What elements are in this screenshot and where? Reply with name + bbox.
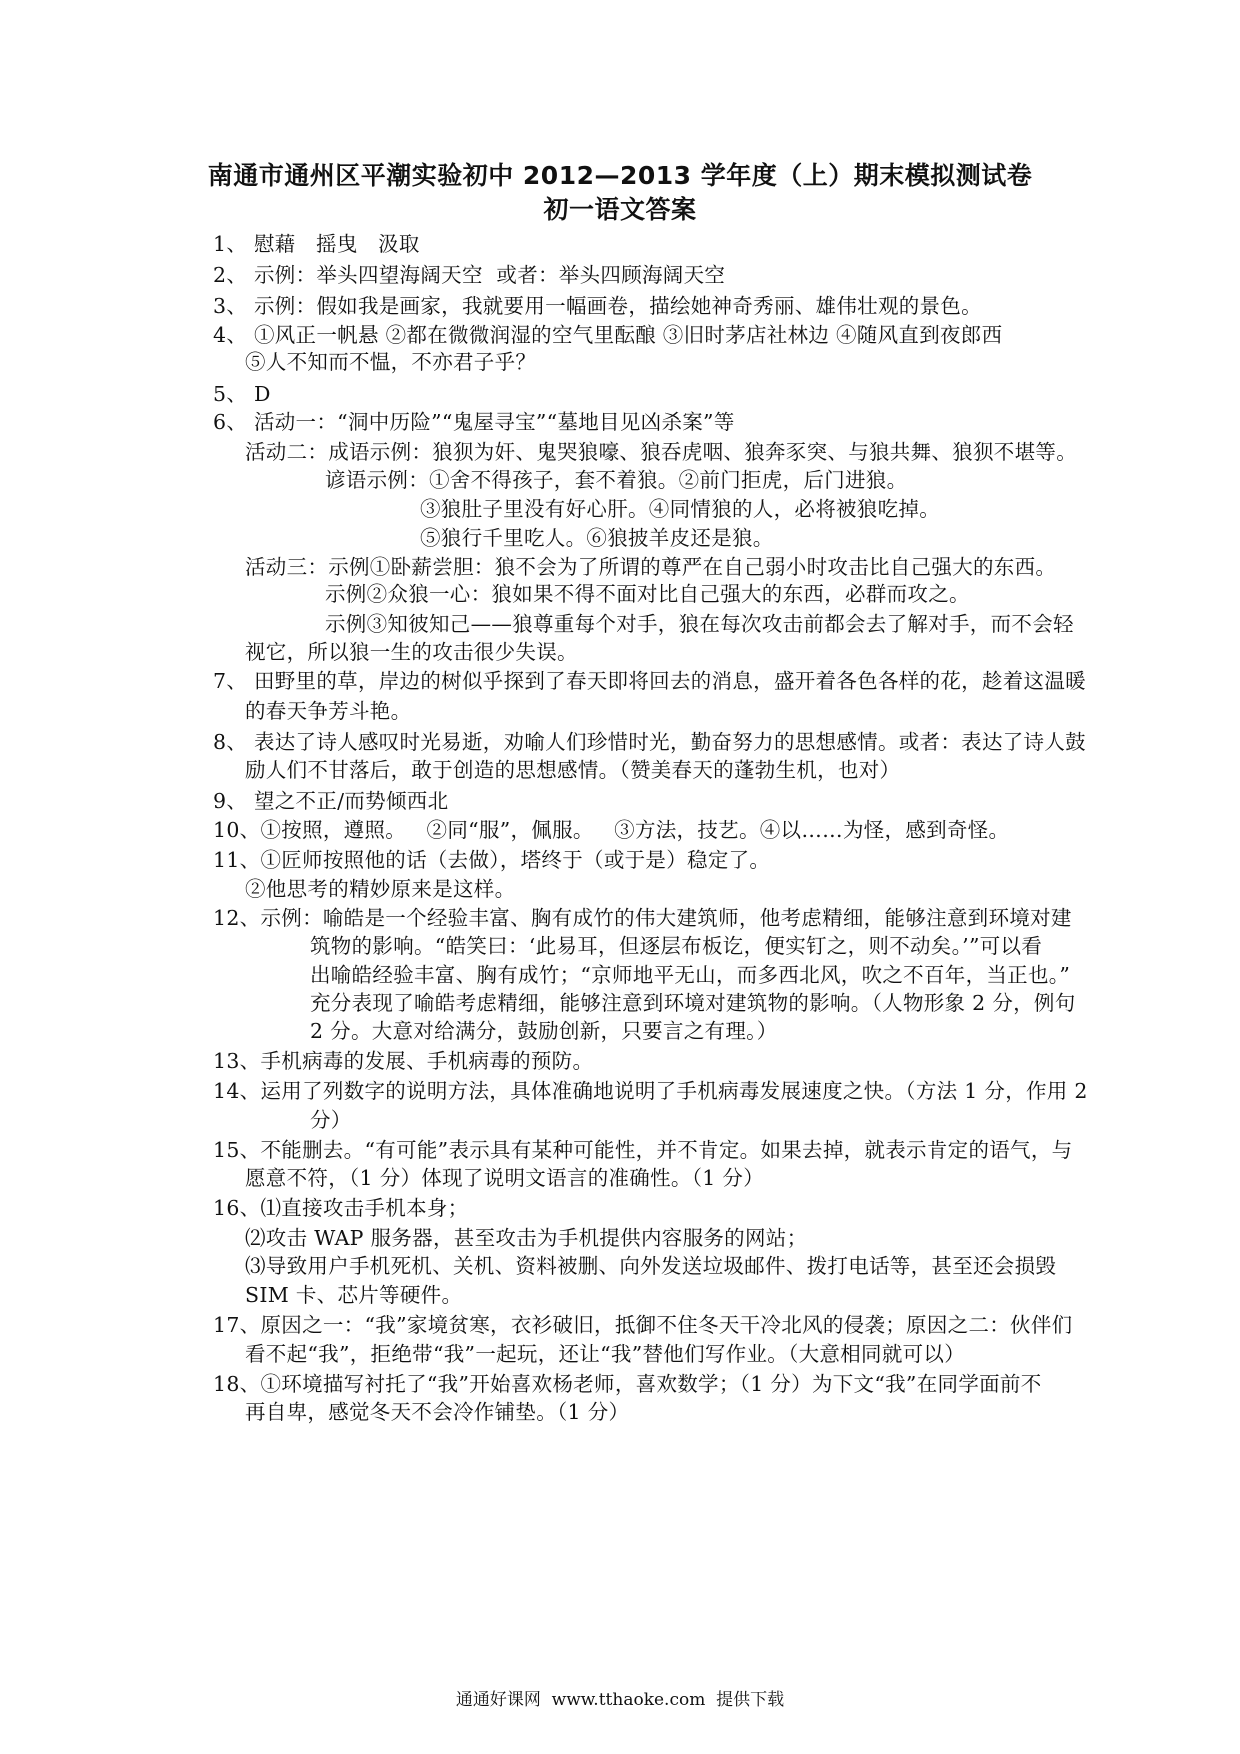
answer-line: SIM 卡、芯片等硬件。 <box>245 1283 463 1307</box>
answer-line: 16、⑴直接攻击手机本身； <box>213 1196 469 1220</box>
answer-line: 活动三：示例①卧薪尝胆：狼不会为了所谓的尊严在自己弱小时攻击比自己强大的东西。 <box>245 555 1057 579</box>
answer-line: 18、①环境描写衬托了“我”开始喜欢杨老师，喜欢数学；（1 分）为下文“我”在同学面前不 <box>213 1372 1042 1396</box>
answer-line: 10、①按照，遵照。 ②同“服”，佩服。 ③方法，技艺。④以……为怪，感到奇怪。 <box>213 818 1010 842</box>
answer-line: 12、示例：喻皓是一个经验丰富、胸有成竹的伟大建筑师，他考虑精细，能够注意到环境对建 <box>213 906 1072 930</box>
answer-line: 2、 示例：举头四望海阔天空 或者：举头四顾海阔天空 <box>213 263 726 287</box>
answer-line: 11、①匠师按照他的话（去做），塔终于（或于是）稳定了。 <box>213 848 771 872</box>
answer-line: 活动二：成语示例：狼狈为奸、鬼哭狼嚎、狼吞虎咽、狼奔豕突、与狼共舞、狼狈不堪等。 <box>245 440 1077 464</box>
answer-line: ⑶导致用户手机死机、关机、资料被删、向外发送垃圾邮件、拨打电话等，甚至还会损毁 <box>245 1254 1057 1278</box>
answer-line: ⑤人不知而不愠，不亦君子乎？ <box>245 350 537 374</box>
answer-line: 看不起“我”，拒绝带“我”一起玩，还让“我”替他们写作业。（大意相同就可以） <box>245 1342 966 1366</box>
answer-line: 出喻皓经验丰富、胸有成竹；“京师地平无山，而多西北风，吹之不百年，当正也。” <box>310 963 1071 987</box>
answer-line: ⑤狼行千里吃人。⑥狼披羊皮还是狼。 <box>420 526 774 550</box>
answer-line: 的春天争芳斗艳。 <box>245 699 412 723</box>
answer-line: 6、 活动一：“洞中历险”“鬼屋寻宝”“墓地目见凶杀案”等 <box>213 410 735 434</box>
answer-line: ⑵攻击 WAP 服务器，甚至攻击为手机提供内容服务的网站； <box>245 1226 808 1250</box>
answer-line: 筑物的影响。“皓笑曰：‘此易耳，但逐层布板讫，便实钉之，则不动矣。’”可以看 <box>310 934 1043 958</box>
answer-line: 2 分。大意对给满分，鼓励创新，只要言之有理。） <box>310 1019 778 1043</box>
answer-line: 示例③知彼知己——狼尊重每个对手，狼在每次攻击前都会去了解对手，而不会轻 <box>325 612 1074 636</box>
answer-line: 9、 望之不正/而势倾西北 <box>213 789 449 813</box>
answer-line: 视它，所以狼一生的攻击很少失误。 <box>245 640 578 664</box>
answer-line: 8、 表达了诗人感叹时光易逝，劝喻人们珍惜时光，勤奋努力的思想感情。或者：表达了诗人鼓 <box>213 730 1086 754</box>
answer-line: 充分表现了喻皓考虑精细，能够注意到环境对建筑物的影响。（人物形象 2 分，例句 <box>310 991 1076 1015</box>
page-title: 南通市通州区平潮实验初中 2012—2013 学年度（上）期末模拟测试卷 <box>207 161 1033 190</box>
footer-credit: 通通好课网 www.tthaoke.com 提供下载 <box>455 1690 785 1710</box>
answer-line: 5、 D <box>213 382 271 406</box>
answer-line: 13、手机病毒的发展、手机病毒的预防。 <box>213 1049 594 1073</box>
answer-line: 3、 示例：假如我是画家，我就要用一幅画卷，描绘她神奇秀丽、雄伟壮观的景色。 <box>213 294 982 318</box>
answer-line: ③狼肚子里没有好心肝。④同情狼的人，必将被狼吃掉。 <box>420 497 940 521</box>
page-subtitle: 初一语文答案 <box>543 195 697 224</box>
answer-line: ②他思考的精妙原来是这样。 <box>245 877 516 901</box>
answer-line: 7、 田野里的草，岸边的树似乎探到了春天即将回去的消息，盛开着各色各样的花，趁着这温暖 <box>213 669 1086 693</box>
answer-line: 14、运用了列数字的说明方法，具体准确地说明了手机病毒发展速度之快。（方法 1 分，作用 2 <box>213 1079 1088 1103</box>
answer-line: 再自卑，感觉冬天不会冷作铺垫。（1 分） <box>245 1400 630 1424</box>
answer-line: 励人们不甘落后，敢于创造的思想感情。（赞美春天的蓬勃生机，也对） <box>245 758 901 782</box>
answer-line: 17、原因之一：“我”家境贫寒，衣衫破旧，抵御不住冬天干冷北风的侵袭；原因之二：伙伴们 <box>213 1313 1073 1337</box>
answer-line: 分） <box>310 1108 352 1132</box>
answer-line: 示例②众狼一心：狼如果不得不面对比自己强大的东西，必群而攻之。 <box>325 582 970 606</box>
answer-line: 谚语示例：①舍不得孩子，套不着狼。②前门拒虎，后门进狼。 <box>325 468 908 492</box>
answer-line: 15、不能删去。“有可能”表示具有某种可能性，并不肯定。如果去掉，就表示肯定的语气，与 <box>213 1138 1073 1162</box>
answer-line: 1、 慰藉 摇曳 汲取 <box>213 232 420 256</box>
answer-line: 4、 ①风正一帆悬 ②都在微微润湿的空气里酝酿 ③旧时茅店社林边 ④随风直到夜郎西 <box>213 323 1003 347</box>
answer-line: 愿意不符，（1 分）体现了说明文语言的准确性。（1 分） <box>245 1166 765 1190</box>
